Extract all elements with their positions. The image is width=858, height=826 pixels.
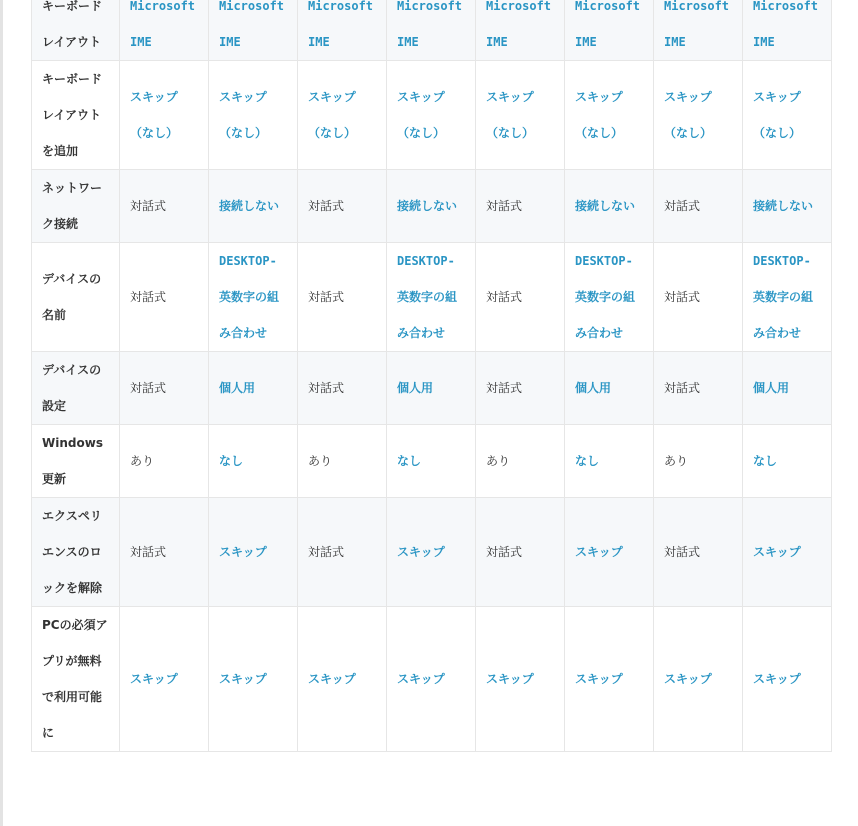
table-cell: スキップ	[120, 607, 209, 752]
table-cell: DESKTOP-英数字の組み合わせ	[387, 243, 476, 352]
table-cell: 対話式	[298, 170, 387, 243]
settings-comparison-table	[31, 0, 832, 752]
table-cell: 個人用	[387, 352, 476, 425]
table-cell: スキップ（なし）	[387, 61, 476, 170]
table-cell: スキップ	[654, 607, 743, 752]
table-row	[32, 425, 832, 498]
table-cell: DESKTOP-英数字の組み合わせ	[565, 243, 654, 352]
table-cell: 対話式	[654, 243, 743, 352]
table-cell: 対話式	[654, 352, 743, 425]
table-cell: 対話式	[120, 243, 209, 352]
table-cell: DESKTOP-英数字の組み合わせ	[743, 243, 832, 352]
table-cell: 対話式	[476, 352, 565, 425]
table-cell: 対話式	[298, 498, 387, 607]
table-cell: スキップ	[743, 607, 832, 752]
table-row	[32, 170, 832, 243]
table-cell: Microsoft IME	[209, 0, 298, 61]
table-cell: スキップ	[209, 498, 298, 607]
table-cell: 個人用	[565, 352, 654, 425]
table-cell: 対話式	[476, 170, 565, 243]
row-header: デバイスの名前	[32, 243, 120, 352]
table-cell: 接続しない	[209, 170, 298, 243]
table-cell: 接続しない	[565, 170, 654, 243]
table-row	[32, 498, 832, 607]
table-cell: Microsoft IME	[476, 0, 565, 61]
table-cell: 個人用	[209, 352, 298, 425]
table-cell: あり	[476, 425, 565, 498]
row-header: エクスペリエンスのロックを解除	[32, 498, 120, 607]
table-cell: 接続しない	[743, 170, 832, 243]
row-header: キーボードレイアウトを追加	[32, 61, 120, 170]
table-cell: スキップ	[743, 498, 832, 607]
table-cell: 対話式	[120, 170, 209, 243]
row-header: PCの必須アプリが無料で利用可能に	[32, 607, 120, 752]
row-header: デバイスの設定	[32, 352, 120, 425]
table-cell: Microsoft IME	[565, 0, 654, 61]
table-cell: スキップ	[209, 607, 298, 752]
table-cell: スキップ（なし）	[743, 61, 832, 170]
table-cell: なし	[743, 425, 832, 498]
row-header: ネットワーク接続	[32, 170, 120, 243]
table-cell: スキップ	[387, 607, 476, 752]
table-cell: なし	[565, 425, 654, 498]
table-cell: 対話式	[120, 498, 209, 607]
table-cell: 対話式	[476, 243, 565, 352]
table-cell: 対話式	[298, 352, 387, 425]
table-cell: スキップ（なし）	[476, 61, 565, 170]
left-border	[0, 0, 3, 826]
table-row	[32, 352, 832, 425]
table-cell: Microsoft IME	[654, 0, 743, 61]
table-cell: 対話式	[476, 498, 565, 607]
table-cell: あり	[654, 425, 743, 498]
table-cell: 対話式	[654, 498, 743, 607]
table-body	[32, 0, 832, 752]
table-cell: なし	[209, 425, 298, 498]
table-cell: Microsoft IME	[298, 0, 387, 61]
table-cell: あり	[298, 425, 387, 498]
table-cell: DESKTOP-英数字の組み合わせ	[209, 243, 298, 352]
row-header: キーボードレイアウト	[32, 0, 120, 61]
table-cell: スキップ	[565, 607, 654, 752]
table-cell: スキップ	[298, 607, 387, 752]
table-row	[32, 243, 832, 352]
table-cell: 対話式	[120, 352, 209, 425]
table-cell: Microsoft IME	[387, 0, 476, 61]
table-cell: スキップ（なし）	[565, 61, 654, 170]
table-cell: スキップ（なし）	[298, 61, 387, 170]
table-cell: なし	[387, 425, 476, 498]
table-cell: 個人用	[743, 352, 832, 425]
table-cell: あり	[120, 425, 209, 498]
table-cell: スキップ（なし）	[654, 61, 743, 170]
table-cell: 接続しない	[387, 170, 476, 243]
table-cell: スキップ（なし）	[209, 61, 298, 170]
table-cell: Microsoft IME	[120, 0, 209, 61]
table-cell: 対話式	[654, 170, 743, 243]
table-cell: スキップ（なし）	[120, 61, 209, 170]
table-cell: スキップ	[476, 607, 565, 752]
table-cell: 対話式	[298, 243, 387, 352]
table-cell: スキップ	[565, 498, 654, 607]
table-row	[32, 61, 832, 170]
table-row	[32, 0, 832, 61]
table-row	[32, 607, 832, 752]
table-cell: Microsoft IME	[743, 0, 832, 61]
row-header: Windows更新	[32, 425, 120, 498]
table-cell: スキップ	[387, 498, 476, 607]
